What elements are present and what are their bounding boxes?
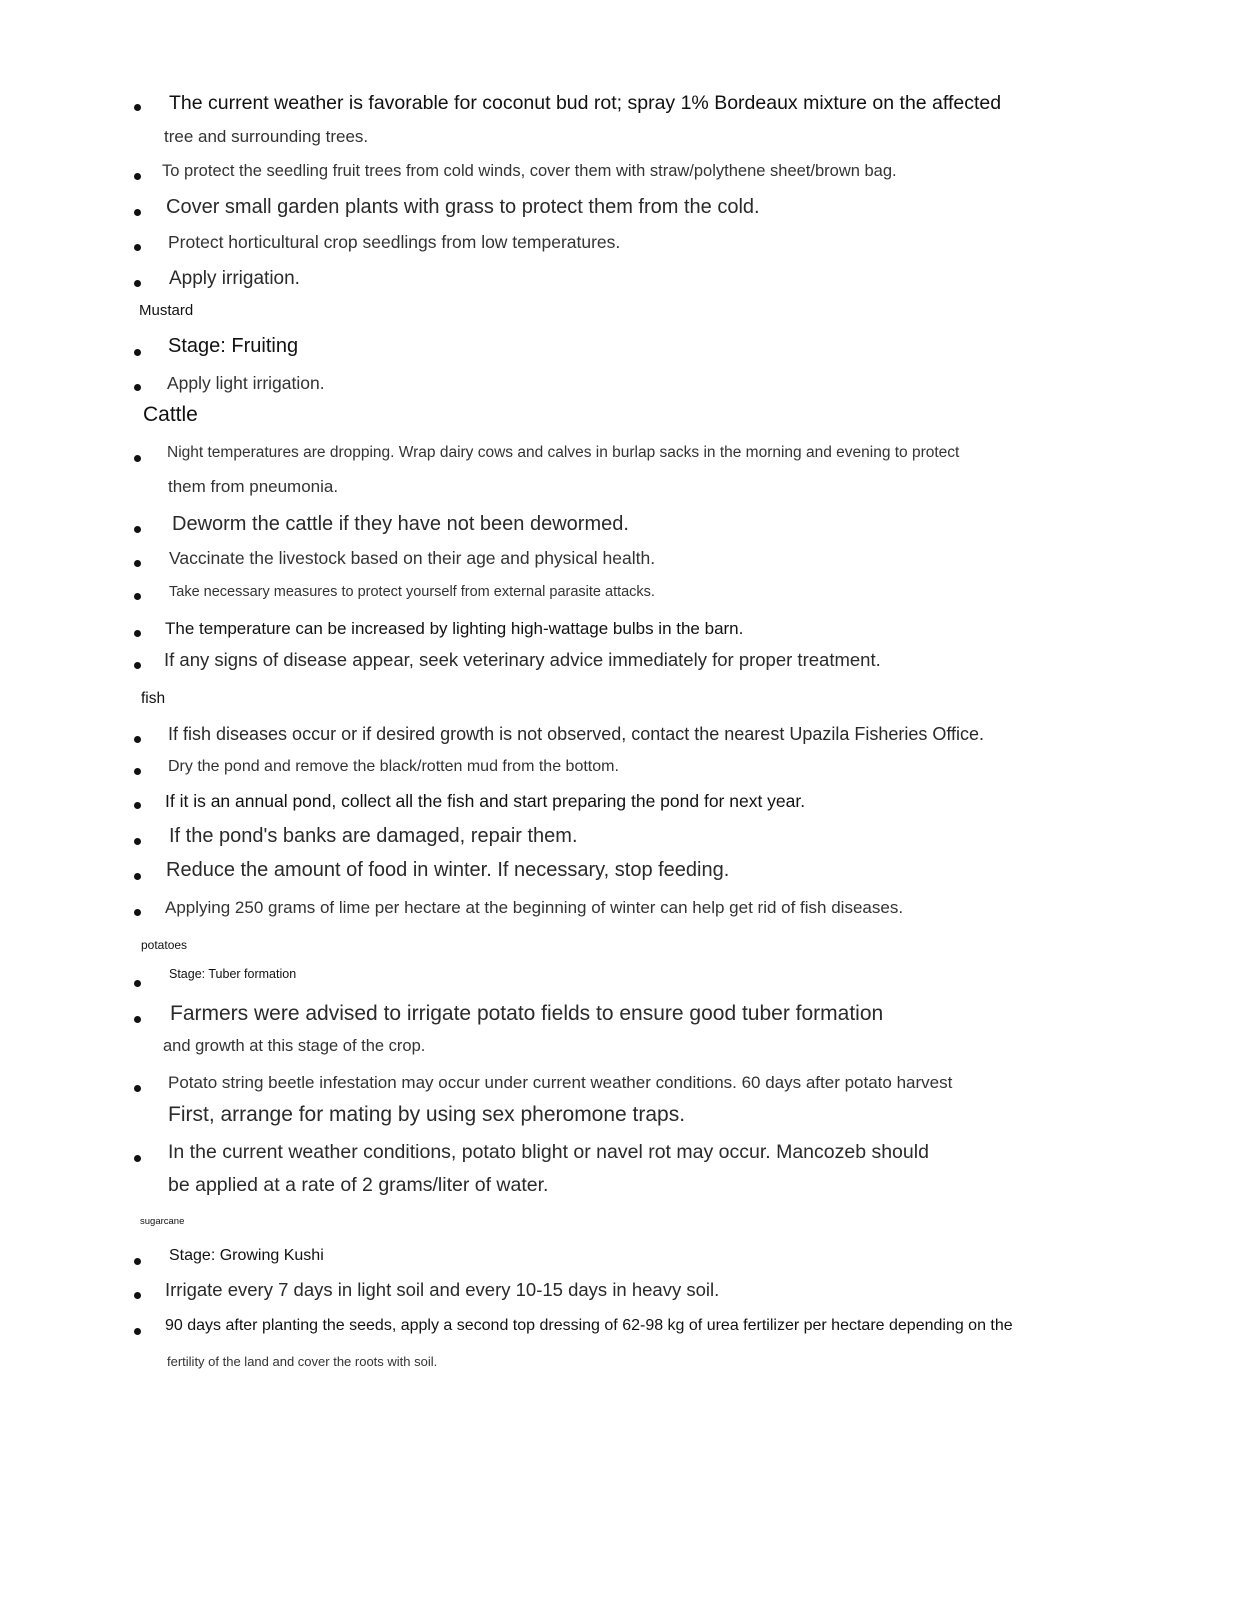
section-heading-cattle: Cattle	[143, 403, 198, 426]
list-item-text: Irrigate every 7 days in light soil and every 10-15 days in heavy soil.	[165, 1279, 720, 1300]
list-item-text: To protect the seedling fruit trees from cold winds, cover them with straw/polythene sheet/brown bag.	[162, 162, 897, 180]
bullet-icon	[134, 980, 141, 987]
list-item-text: Applying 250 grams of lime per hectare at the beginning of winter can help get rid of fish diseases.	[165, 898, 904, 917]
bullet-icon	[134, 280, 141, 287]
bullet-icon	[134, 173, 141, 180]
list-item-text: Stage: Fruiting	[168, 335, 299, 357]
list-item-text: If it is an annual pond, collect all the fish and start preparing the pond for next year.	[165, 791, 806, 811]
list-item-text-continued: and growth at this stage of the crop.	[163, 1037, 426, 1055]
list-item-text: Cover small garden plants with grass to protect them from the cold.	[166, 196, 760, 218]
section-heading-mustard: Mustard	[139, 302, 194, 319]
list-item-text: If the pond's banks are damaged, repair them.	[169, 825, 578, 847]
list-item-text: Dry the pond and remove the black/rotten mud from the bottom.	[168, 758, 619, 775]
bullet-icon	[134, 455, 141, 462]
bullet-icon	[134, 244, 141, 251]
list-item-text: Protect horticultural crop seedlings from low temperatures.	[168, 232, 621, 252]
bullet-icon	[134, 662, 141, 669]
bullet-icon	[134, 526, 141, 533]
bullet-icon	[134, 736, 141, 743]
list-item-text-continued: fertility of the land and cover the roots with soil.	[167, 1354, 438, 1369]
list-item-text: Potato string beetle infestation may occur under current weather conditions. 60 days after potato harvest	[168, 1073, 953, 1092]
list-item-text: Take necessary measures to protect yourself from external parasite attacks.	[169, 584, 655, 600]
bullet-icon	[134, 838, 141, 845]
bullet-icon	[134, 873, 141, 880]
bullet-icon	[134, 349, 141, 356]
bullet-icon	[134, 104, 141, 111]
bullet-icon	[134, 1155, 141, 1162]
bullet-icon	[134, 1292, 141, 1299]
list-item-text: 90 days after planting the seeds, apply a second top dressing of 62-98 kg of urea fertilizer per hectare depending on the	[165, 1317, 1013, 1334]
bullet-icon	[134, 909, 141, 916]
list-item-text: Farmers were advised to irrigate potato fields to ensure good tuber formation	[170, 1002, 884, 1025]
list-item-text: Night temperatures are dropping. Wrap dairy cows and calves in burlap sacks in the morning and evening to protect	[167, 444, 960, 461]
list-item-text-continued: them from pneumonia.	[168, 477, 339, 496]
list-item-text: If fish diseases occur or if desired growth is not observed, contact the nearest Upazila Fisheries Office.	[168, 724, 985, 744]
list-item-text: Apply irrigation.	[169, 268, 300, 289]
bullet-icon	[134, 1016, 141, 1023]
section-heading-potatoes: potatoes	[141, 938, 188, 952]
bullet-icon	[134, 1085, 141, 1092]
bullet-icon	[134, 384, 141, 391]
list-item-text-continued: be applied at a rate of 2 grams/liter of water.	[168, 1174, 549, 1196]
list-item-text-continued: First, arrange for mating by using sex pheromone traps.	[168, 1103, 686, 1126]
bullet-icon	[134, 1258, 141, 1265]
bullet-icon	[134, 1328, 141, 1335]
list-item-text-continued: tree and surrounding trees.	[164, 127, 369, 146]
bullet-icon	[134, 209, 141, 216]
section-heading-fish: fish	[141, 690, 166, 707]
list-item-text: Stage: Growing Kushi	[169, 1247, 324, 1264]
list-item-text: The current weather is favorable for coconut bud rot; spray 1% Bordeaux mixture on the affected	[169, 92, 1002, 114]
bullet-icon	[134, 593, 141, 600]
bullet-icon	[134, 560, 141, 567]
bullet-icon	[134, 802, 141, 809]
list-item-text: Vaccinate the livestock based on their age and physical health.	[169, 548, 656, 568]
list-item-text: The temperature can be increased by lighting high-wattage bulbs in the barn.	[165, 619, 744, 638]
bullet-icon	[134, 768, 141, 775]
list-item-text: Stage: Tuber formation	[169, 967, 297, 981]
list-item-text: In the current weather conditions, potato blight or navel rot may occur. Mancozeb should	[168, 1141, 929, 1163]
list-item-text: If any signs of disease appear, seek veterinary advice immediately for proper treatment.	[164, 649, 881, 670]
list-item-text: Apply light irrigation.	[167, 373, 325, 393]
section-heading-sugarcane: sugarcane	[140, 1216, 185, 1227]
list-item-text: Reduce the amount of food in winter. If necessary, stop feeding.	[166, 859, 730, 881]
bullet-icon	[134, 630, 141, 637]
list-item-text: Deworm the cattle if they have not been dewormed.	[172, 513, 629, 535]
